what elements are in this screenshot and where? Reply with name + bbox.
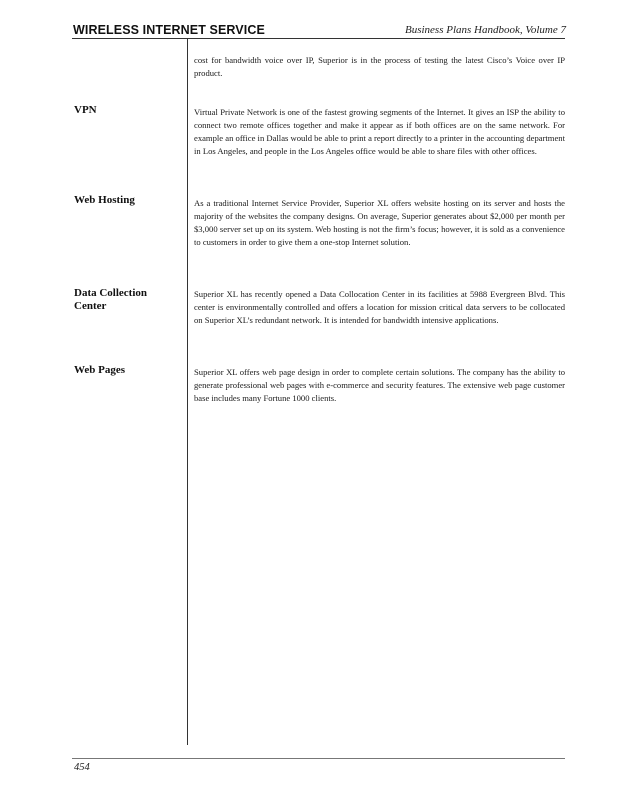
header-divider xyxy=(72,38,565,39)
running-header-book-title: Business Plans Handbook, Volume 7 xyxy=(404,24,566,36)
section-body-vpn: Virtual Private Network is one of the fastest growing segments of the Internet. It gives an ISP the ability to connect two remote offices together and make it appear as if both offices are on the same network. For example an office in Dallas would be able to print a report directly to a printer in the accounting department in Los Angeles, and people in the Los Angeles office would be able to share files with other offices. xyxy=(194,107,565,156)
section-heading-web-pages: Web Pages xyxy=(74,364,126,376)
section-heading-data-collection-center: Data Collection Center xyxy=(74,287,148,312)
section-body-web-pages: Superior XL offers web page design in order to complete certain solutions. The company has the ability to generate professional web pages with e-commerce and security features. The extensive web page customer base includes many Fortune 1000 clients. xyxy=(194,367,565,403)
section-body-web-hosting: As a traditional Internet Service Provider, Superior XL offers website hosting on its server and hosts the majority of the websites the company designs. On average, Superior generates about $2,000 per month per $3,000 server set up on its system. Web hosting is not the firm’s focus; however, it is sold as a convenience to customers in order to give them a one-stop Internet solution. xyxy=(194,198,565,247)
running-header-title: WIRELESS INTERNET SERVICE xyxy=(73,23,265,37)
section-heading-web-hosting: Web Hosting xyxy=(74,194,135,206)
column-divider xyxy=(187,38,188,745)
intro-paragraph: cost for bandwidth voice over IP, Superior is in the process of testing the latest Cisco’s Voice over IP product. xyxy=(194,55,565,78)
footer-divider xyxy=(72,758,565,759)
page-number: 454 xyxy=(74,762,90,773)
section-heading-vpn: VPN xyxy=(74,104,97,116)
section-body-data-collection-center: Superior XL has recently opened a Data Collocation Center in its facilities at 5988 Evergreen Blvd. This center is environmentally controlled and offers a location for mission critical data servers to be collocated on Superior XL’s redundant network. It is intended for bandwidth intensive applications. xyxy=(194,289,565,325)
